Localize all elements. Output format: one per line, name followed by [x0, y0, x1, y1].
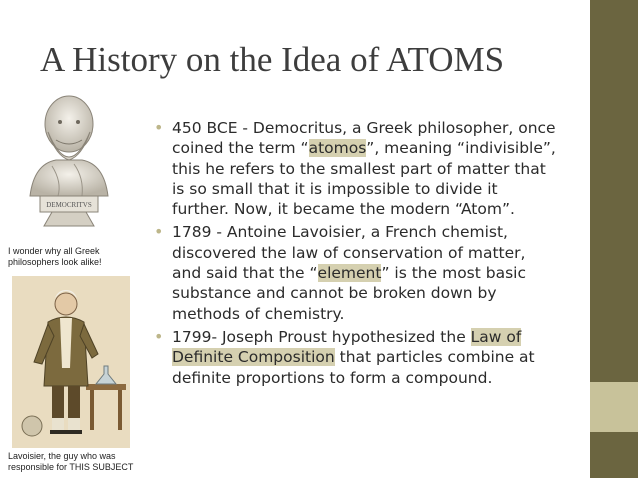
caption-lavoisier-line1: Lavoisier, the guy who was	[8, 451, 116, 461]
caption-lavoisier-line2: responsible for THIS SUBJECT	[8, 462, 134, 472]
bullet-text: ”, meaning “indivisible”,	[366, 139, 556, 158]
bullet-dot-icon: •	[154, 118, 164, 137]
highlighted-term: Law of	[470, 327, 522, 346]
bullet-list	[152, 118, 572, 391]
bullet-line: this he refers to the smallest part of matter that	[172, 159, 546, 178]
lavoisier-portrait-image	[12, 276, 130, 448]
bullet-text: coined the term “	[172, 139, 309, 158]
bullet-item	[152, 118, 572, 219]
bullet-line: substance and cannot be broken down by	[172, 284, 497, 303]
highlighted-term: Definite Composition	[172, 348, 335, 367]
bust-plaque-text: DEMOCRITVS	[46, 201, 92, 209]
bullet-line	[172, 138, 572, 158]
highlighted-term: atomos	[308, 139, 367, 158]
bullet-item	[152, 327, 572, 388]
bullet-line	[172, 327, 572, 347]
caption-lavoisier	[8, 451, 136, 473]
bullet-text: ” is the most basic	[381, 264, 527, 283]
decorative-band-accent	[590, 382, 638, 432]
bullet-line: is so small that it is impossible to divide it	[172, 179, 498, 198]
bullet-item	[152, 222, 572, 323]
bullet-line: definite proportions to form a compound.	[172, 368, 493, 387]
democritus-bust-image	[12, 86, 126, 234]
slide-title: A History on the Idea of ATOMS	[40, 40, 505, 79]
bullet-line: 1789 - Antoine Lavoisier, a French chemist,	[172, 223, 508, 242]
bullet-text: 1799- Joseph Proust hypothesized the	[172, 327, 471, 346]
bullet-line	[172, 263, 572, 283]
bullet-line	[172, 347, 572, 367]
bullet-dot-icon: •	[154, 326, 164, 346]
bullet-dot-icon: •	[154, 222, 164, 242]
bullet-text: and said that the “	[172, 264, 318, 283]
highlighted-term: element	[317, 264, 382, 283]
bullet-line: 450 BCE - Democritus, a Greek philosopher, once	[172, 119, 556, 137]
bullet-line: discovered the law of conservation of matter,	[172, 243, 526, 262]
bullet-line: methods of chemistry.	[172, 304, 345, 323]
bullet-text: that particles combine at	[334, 348, 535, 367]
caption-greek-philosophers: I wonder why all Greek philosophers look alike!	[8, 246, 102, 267]
bullet-line: further. Now, it became the modern “Atom”.	[172, 200, 515, 219]
